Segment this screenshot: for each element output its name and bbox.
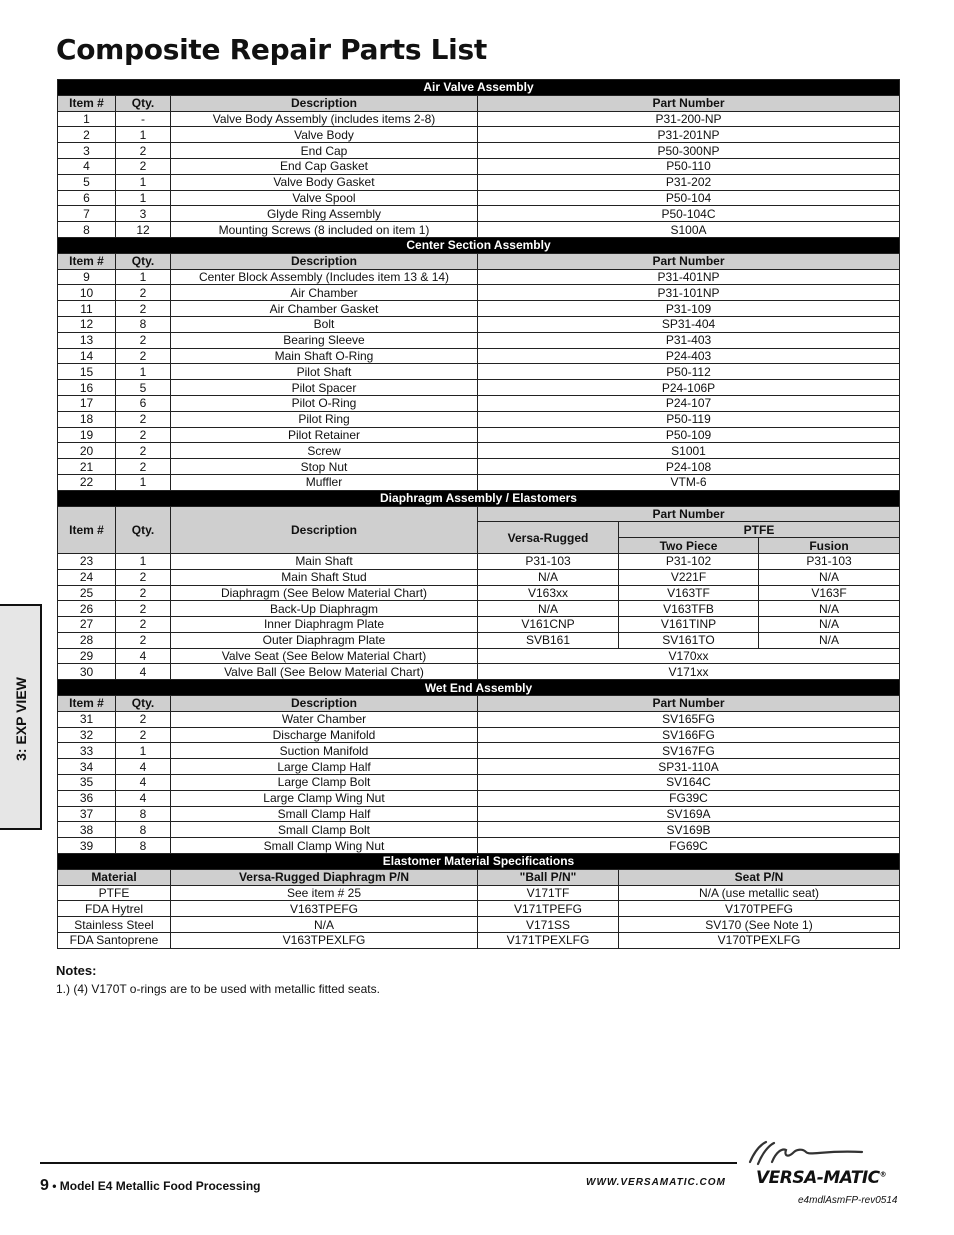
- footer-divider: [40, 1162, 737, 1164]
- part-number-cell: S1001: [478, 443, 900, 459]
- quantity-cell: 4: [116, 759, 171, 775]
- column-header-row: [58, 696, 900, 712]
- section-header: [58, 680, 900, 696]
- table-row: [58, 111, 900, 127]
- part-number-header: Part Number: [478, 506, 900, 522]
- description-header: Description: [171, 696, 478, 712]
- description-cell: Pilot Shaft: [171, 364, 478, 380]
- item-number-cell: 23: [58, 553, 116, 569]
- note-item: 1.) (4) V170T o-rings are to be used with metallic fitted seats.: [56, 982, 380, 996]
- table-row: [58, 822, 900, 838]
- part-number-cell: P31-403: [478, 332, 900, 348]
- description-cell: Diaphragm (See Below Material Chart): [171, 585, 478, 601]
- versa-rugged-cell: N/A: [478, 601, 619, 617]
- description-cell: Back-Up Diaphragm: [171, 601, 478, 617]
- table-row: [58, 617, 900, 633]
- quantity-cell: 1: [116, 474, 171, 490]
- description-cell: Center Block Assembly (Includes item 13 & 14): [171, 269, 478, 285]
- column-header-row: [58, 253, 900, 269]
- versa-rugged-cell: P31-103: [478, 553, 619, 569]
- item-number-cell: 6: [58, 190, 116, 206]
- seat-pn-cell: V170TPEXLFG: [619, 933, 900, 949]
- quantity-cell: 8: [116, 822, 171, 838]
- versa-rugged-cell: N/A: [478, 569, 619, 585]
- diaphragm-pn-cell: N/A: [171, 917, 478, 933]
- item-number-cell: 39: [58, 838, 116, 854]
- table-row: [58, 380, 900, 396]
- quantity-cell: 2: [116, 569, 171, 585]
- item-number-cell: 38: [58, 822, 116, 838]
- table-row: [58, 727, 900, 743]
- page-title: Composite Repair Parts List: [56, 33, 487, 66]
- seat-pn-cell: N/A (use metallic seat): [619, 885, 900, 901]
- item-number-cell: 8: [58, 222, 116, 238]
- part-number-cell: SV167FG: [478, 743, 900, 759]
- item-number-cell: 18: [58, 411, 116, 427]
- table-row: [58, 806, 900, 822]
- quantity-cell: 2: [116, 601, 171, 617]
- description-header: Description: [171, 506, 478, 553]
- table-row: [58, 632, 900, 648]
- item-number-cell: 36: [58, 790, 116, 806]
- quantity-cell: 1: [116, 127, 171, 143]
- item-number-cell: 5: [58, 174, 116, 190]
- table-row: [58, 190, 900, 206]
- part-number-cell: P24-403: [478, 348, 900, 364]
- part-number-cell: P31-202: [478, 174, 900, 190]
- two-piece-header: Two Piece: [619, 538, 759, 554]
- item-number-cell: 16: [58, 380, 116, 396]
- quantity-cell: 6: [116, 395, 171, 411]
- description-cell: Valve Seat (See Below Material Chart): [171, 648, 478, 664]
- table-row: [58, 316, 900, 332]
- quantity-cell: 2: [116, 301, 171, 317]
- ball-pn-cell: V171TPEFG: [478, 901, 619, 917]
- item-number-cell: 30: [58, 664, 116, 680]
- part-number-header: Part Number: [478, 95, 900, 111]
- part-number-cell: P50-110: [478, 158, 900, 174]
- item-number-cell: 31: [58, 711, 116, 727]
- table-row: [58, 459, 900, 475]
- item-number-cell: 1: [58, 111, 116, 127]
- description-cell: Water Chamber: [171, 711, 478, 727]
- item-number-cell: 14: [58, 348, 116, 364]
- quantity-cell: 4: [116, 790, 171, 806]
- description-cell: Mounting Screws (8 included on item 1): [171, 222, 478, 238]
- table-row: [58, 664, 900, 680]
- table-row: [58, 553, 900, 569]
- quantity-cell: 2: [116, 411, 171, 427]
- item-number-cell: 27: [58, 617, 116, 633]
- description-cell: Valve Spool: [171, 190, 478, 206]
- description-cell: Valve Body: [171, 127, 478, 143]
- quantity-cell: 2: [116, 332, 171, 348]
- diaphragm-pn-cell: V163TPEXLFG: [171, 933, 478, 949]
- table-row: [58, 174, 900, 190]
- quantity-cell: 4: [116, 664, 171, 680]
- table-row: [58, 158, 900, 174]
- section-title: Elastomer Material Specifications: [58, 854, 900, 870]
- description-cell: Main Shaft: [171, 553, 478, 569]
- quantity-cell: 1: [116, 174, 171, 190]
- table-row: [58, 348, 900, 364]
- quantity-cell: 4: [116, 775, 171, 791]
- table-row: [58, 301, 900, 317]
- table-row: [58, 743, 900, 759]
- table-row: [58, 206, 900, 222]
- footer-website: WWW.VERSAMATIC.COM: [586, 1177, 726, 1188]
- section-side-tab: [0, 604, 42, 830]
- quantity-cell: 2: [116, 285, 171, 301]
- versamatic-logo: [744, 1140, 904, 1190]
- table-row: [58, 443, 900, 459]
- fusion-header: Fusion: [759, 538, 900, 554]
- ball-pn-cell: V171SS: [478, 917, 619, 933]
- quantity-cell: 8: [116, 838, 171, 854]
- table-row: [58, 127, 900, 143]
- table-row: [58, 285, 900, 301]
- item-number-cell: 26: [58, 601, 116, 617]
- part-number-cell: V170xx: [478, 648, 900, 664]
- two-piece-cell: V161TINP: [619, 617, 759, 633]
- description-cell: Bearing Sleeve: [171, 332, 478, 348]
- item-number-cell: 21: [58, 459, 116, 475]
- fusion-cell: N/A: [759, 632, 900, 648]
- description-cell: Outer Diaphragm Plate: [171, 632, 478, 648]
- description-cell: Valve Ball (See Below Material Chart): [171, 664, 478, 680]
- part-number-cell: S100A: [478, 222, 900, 238]
- quantity-cell: 2: [116, 617, 171, 633]
- side-tab-label: 3: EXP VIEW: [13, 677, 29, 761]
- table-row: [58, 474, 900, 490]
- quantity-cell: 2: [116, 443, 171, 459]
- table-row: [58, 901, 900, 917]
- fusion-cell: V163F: [759, 585, 900, 601]
- description-cell: Pilot Spacer: [171, 380, 478, 396]
- part-number-cell: P24-106P: [478, 380, 900, 396]
- quantity-header: Qty.: [116, 506, 171, 553]
- part-number-cell: SP31-110A: [478, 759, 900, 775]
- material-header: Material: [58, 869, 171, 885]
- quantity-cell: 8: [116, 806, 171, 822]
- diaphragm-pn-cell: V163TPEFG: [171, 901, 478, 917]
- description-cell: Air Chamber Gasket: [171, 301, 478, 317]
- material-cell: FDA Santoprene: [58, 933, 171, 949]
- part-number-header: Part Number: [478, 696, 900, 712]
- item-number-cell: 7: [58, 206, 116, 222]
- quantity-cell: 1: [116, 364, 171, 380]
- description-cell: Small Clamp Half: [171, 806, 478, 822]
- part-number-cell: SV165FG: [478, 711, 900, 727]
- table-row: [58, 775, 900, 791]
- revision-code: e4mdlAsmFP-rev0514: [798, 1195, 898, 1206]
- table-row: [58, 711, 900, 727]
- versa-rugged-header: Versa-Rugged: [478, 522, 619, 554]
- section-header: [58, 80, 900, 96]
- item-number-cell: 33: [58, 743, 116, 759]
- seat-pn-cell: V170TPEFG: [619, 901, 900, 917]
- two-piece-cell: SV161TO: [619, 632, 759, 648]
- item-number-header: Item #: [58, 95, 116, 111]
- item-number-cell: 35: [58, 775, 116, 791]
- versa-rugged-cell: SVB161: [478, 632, 619, 648]
- logo-wordmark: VERSA-MATIC®: [756, 1168, 887, 1188]
- description-cell: Pilot Retainer: [171, 427, 478, 443]
- description-cell: Stop Nut: [171, 459, 478, 475]
- part-number-cell: P31-401NP: [478, 269, 900, 285]
- part-number-cell: FG69C: [478, 838, 900, 854]
- part-number-cell: FG39C: [478, 790, 900, 806]
- two-piece-cell: V221F: [619, 569, 759, 585]
- description-cell: Pilot Ring: [171, 411, 478, 427]
- table-row: [58, 648, 900, 664]
- description-cell: End Cap: [171, 143, 478, 159]
- ball-pn-cell: V171TPEXLFG: [478, 933, 619, 949]
- logo-script-mark-icon: [746, 1140, 866, 1166]
- repair-parts-table: [57, 79, 900, 949]
- quantity-header: Qty.: [116, 95, 171, 111]
- fusion-cell: N/A: [759, 569, 900, 585]
- table-row: [58, 395, 900, 411]
- description-cell: Bolt: [171, 316, 478, 332]
- item-number-cell: 28: [58, 632, 116, 648]
- description-cell: Glyde Ring Assembly: [171, 206, 478, 222]
- quantity-cell: 2: [116, 711, 171, 727]
- table-row: [58, 143, 900, 159]
- part-number-cell: P24-107: [478, 395, 900, 411]
- part-number-cell: P50-119: [478, 411, 900, 427]
- description-header: Description: [171, 95, 478, 111]
- item-number-cell: 11: [58, 301, 116, 317]
- item-number-cell: 19: [58, 427, 116, 443]
- item-number-header: Item #: [58, 253, 116, 269]
- description-cell: Large Clamp Bolt: [171, 775, 478, 791]
- part-number-cell: SV164C: [478, 775, 900, 791]
- item-number-cell: 32: [58, 727, 116, 743]
- ball-pn-header: "Ball P/N": [478, 869, 619, 885]
- description-cell: Air Chamber: [171, 285, 478, 301]
- section-header: [58, 237, 900, 253]
- section-header: [58, 854, 900, 870]
- item-number-cell: 2: [58, 127, 116, 143]
- part-number-cell: P50-104: [478, 190, 900, 206]
- item-number-cell: 25: [58, 585, 116, 601]
- fusion-cell: N/A: [759, 601, 900, 617]
- table-row: [58, 585, 900, 601]
- quantity-cell: 5: [116, 380, 171, 396]
- two-piece-cell: V163TFB: [619, 601, 759, 617]
- quantity-cell: 1: [116, 553, 171, 569]
- item-number-cell: 13: [58, 332, 116, 348]
- part-number-cell: P50-109: [478, 427, 900, 443]
- table-row: [58, 222, 900, 238]
- item-number-header: Item #: [58, 506, 116, 553]
- description-cell: Small Clamp Bolt: [171, 822, 478, 838]
- description-cell: End Cap Gasket: [171, 158, 478, 174]
- item-number-cell: 37: [58, 806, 116, 822]
- quantity-cell: 2: [116, 632, 171, 648]
- part-number-header: Part Number: [478, 253, 900, 269]
- quantity-cell: 1: [116, 269, 171, 285]
- section-header: [58, 490, 900, 506]
- description-header: Description: [171, 253, 478, 269]
- versa-rugged-cell: V161CNP: [478, 617, 619, 633]
- column-header-row: [58, 95, 900, 111]
- ball-pn-cell: V171TF: [478, 885, 619, 901]
- quantity-cell: 2: [116, 427, 171, 443]
- quantity-cell: 12: [116, 222, 171, 238]
- table-row: [58, 933, 900, 949]
- table-row: [58, 917, 900, 933]
- fusion-cell: P31-103: [759, 553, 900, 569]
- description-cell: Main Shaft Stud: [171, 569, 478, 585]
- part-number-cell: VTM-6: [478, 474, 900, 490]
- quantity-cell: 1: [116, 743, 171, 759]
- description-cell: Large Clamp Wing Nut: [171, 790, 478, 806]
- quantity-cell: 4: [116, 648, 171, 664]
- diaphragm-pn-cell: See item # 25: [171, 885, 478, 901]
- item-number-cell: 9: [58, 269, 116, 285]
- two-piece-cell: P31-102: [619, 553, 759, 569]
- item-number-cell: 20: [58, 443, 116, 459]
- quantity-cell: 2: [116, 585, 171, 601]
- description-cell: Suction Manifold: [171, 743, 478, 759]
- quantity-cell: 8: [116, 316, 171, 332]
- description-cell: Valve Body Assembly (includes items 2-8): [171, 111, 478, 127]
- quantity-cell: 2: [116, 459, 171, 475]
- part-number-cell: V171xx: [478, 664, 900, 680]
- table-row: [58, 759, 900, 775]
- section-title: Center Section Assembly: [58, 237, 900, 253]
- page-number: 9: [40, 1177, 49, 1194]
- table-row: [58, 790, 900, 806]
- quantity-cell: 2: [116, 348, 171, 364]
- part-number-cell: P31-201NP: [478, 127, 900, 143]
- table-row: [58, 601, 900, 617]
- quantity-cell: 2: [116, 143, 171, 159]
- notes-title: Notes:: [56, 963, 97, 978]
- seat-pn-header: Seat P/N: [619, 869, 900, 885]
- table-row: [58, 411, 900, 427]
- description-cell: Inner Diaphragm Plate: [171, 617, 478, 633]
- table-row: [58, 364, 900, 380]
- material-cell: FDA Hytrel: [58, 901, 171, 917]
- quantity-header: Qty.: [116, 253, 171, 269]
- section-title: Air Valve Assembly: [58, 80, 900, 96]
- section-title: Diaphragm Assembly / Elastomers: [58, 490, 900, 506]
- table-row: [58, 269, 900, 285]
- part-number-cell: P50-300NP: [478, 143, 900, 159]
- item-number-cell: 17: [58, 395, 116, 411]
- description-cell: Large Clamp Half: [171, 759, 478, 775]
- description-cell: Pilot O-Ring: [171, 395, 478, 411]
- part-number-cell: SV169B: [478, 822, 900, 838]
- quantity-header: Qty.: [116, 696, 171, 712]
- part-number-cell: SP31-404: [478, 316, 900, 332]
- part-number-cell: P31-109: [478, 301, 900, 317]
- part-number-cell: P24-108: [478, 459, 900, 475]
- item-number-cell: 22: [58, 474, 116, 490]
- quantity-cell: 1: [116, 190, 171, 206]
- description-cell: Discharge Manifold: [171, 727, 478, 743]
- quantity-cell: 2: [116, 727, 171, 743]
- item-number-cell: 34: [58, 759, 116, 775]
- quantity-cell: -: [116, 111, 171, 127]
- item-number-header: Item #: [58, 696, 116, 712]
- table-row: [58, 885, 900, 901]
- versa-rugged-cell: V163xx: [478, 585, 619, 601]
- part-number-cell: P50-112: [478, 364, 900, 380]
- item-number-cell: 15: [58, 364, 116, 380]
- description-cell: Muffler: [171, 474, 478, 490]
- two-piece-cell: V163TF: [619, 585, 759, 601]
- description-cell: Valve Body Gasket: [171, 174, 478, 190]
- table-row: [58, 838, 900, 854]
- quantity-cell: 3: [116, 206, 171, 222]
- item-number-cell: 3: [58, 143, 116, 159]
- table-row: [58, 427, 900, 443]
- diaphragm-pn-header: Versa-Rugged Diaphragm P/N: [171, 869, 478, 885]
- material-cell: PTFE: [58, 885, 171, 901]
- column-header-row: [58, 869, 900, 885]
- column-header-row: [58, 506, 900, 522]
- section-title: Wet End Assembly: [58, 680, 900, 696]
- material-cell: Stainless Steel: [58, 917, 171, 933]
- part-number-cell: SV169A: [478, 806, 900, 822]
- description-cell: Small Clamp Wing Nut: [171, 838, 478, 854]
- repair-parts-body: [58, 80, 900, 949]
- description-cell: Screw: [171, 443, 478, 459]
- item-number-cell: 4: [58, 158, 116, 174]
- part-number-cell: P50-104C: [478, 206, 900, 222]
- ptfe-header: PTFE: [619, 522, 900, 538]
- table-row: [58, 332, 900, 348]
- table-row: [58, 569, 900, 585]
- item-number-cell: 24: [58, 569, 116, 585]
- footer-page-info: [40, 1177, 260, 1195]
- seat-pn-cell: SV170 (See Note 1): [619, 917, 900, 933]
- item-number-cell: 12: [58, 316, 116, 332]
- part-number-cell: P31-200-NP: [478, 111, 900, 127]
- item-number-cell: 29: [58, 648, 116, 664]
- item-number-cell: 10: [58, 285, 116, 301]
- description-cell: Main Shaft O-Ring: [171, 348, 478, 364]
- part-number-cell: P31-101NP: [478, 285, 900, 301]
- footer-model-text: • Model E4 Metallic Food Processing: [48, 1179, 261, 1193]
- fusion-cell: N/A: [759, 617, 900, 633]
- part-number-cell: SV166FG: [478, 727, 900, 743]
- quantity-cell: 2: [116, 158, 171, 174]
